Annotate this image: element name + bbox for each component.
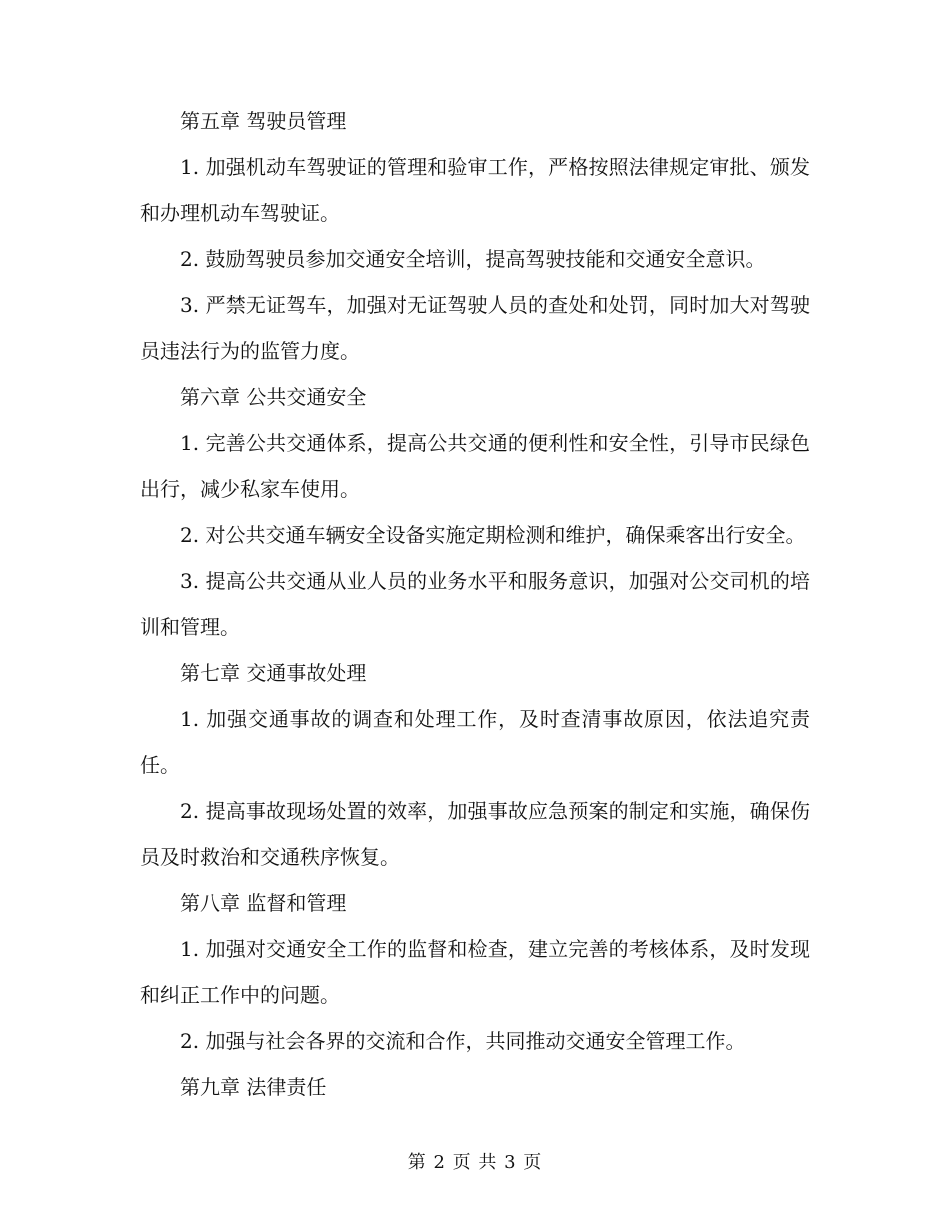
chapter-heading-5: 第五章 驾驶员管理 — [180, 109, 347, 133]
paragraph: 2. 对公共交通车辆安全设备实施定期检测和维护，确保乘客出行安全。 — [180, 523, 806, 547]
chapter-heading-6: 第六章 公共交通安全 — [180, 385, 367, 409]
paragraph: 1. 加强机动车驾驶证的管理和验审工作，严格按照法律规定审批、颁发和办理机动车驾驶证。 — [140, 155, 810, 225]
paragraph: 1. 完善公共交通体系，提高公共交通的便利性和安全性，引导市民绿色出行，减少私家车使用。 — [140, 431, 810, 501]
paragraph: 2. 加强与社会各界的交流和合作，共同推动交通安全管理工作。 — [180, 1029, 746, 1053]
paragraph: 1. 加强交通事故的调查和处理工作，及时查清事故原因，依法追究责任。 — [140, 707, 810, 777]
paragraph: 2. 鼓励驾驶员参加交通安全培训，提高驾驶技能和交通安全意识。 — [180, 247, 766, 271]
paragraph: 2. 提高事故现场处置的效率，加强事故应急预案的制定和实施，确保伤员及时救治和交通秩序恢复。 — [140, 799, 810, 869]
paragraph: 3. 严禁无证驾车，加强对无证驾驶人员的查处和处罚，同时加大对驾驶员违法行为的监管力度。 — [140, 293, 810, 363]
chapter-heading-7: 第七章 交通事故处理 — [180, 661, 367, 685]
page-number-footer: 第 2 页 共 3 页 — [407, 1152, 543, 1173]
paragraph: 3. 提高公共交通从业人员的业务水平和服务意识，加强对公交司机的培训和管理。 — [140, 569, 810, 639]
chapter-heading-9: 第九章 法律责任 — [180, 1075, 327, 1099]
chapter-heading-8: 第八章 监督和管理 — [180, 891, 347, 915]
paragraph: 1. 加强对交通安全工作的监督和检查，建立完善的考核体系，及时发现和纠正工作中的问题。 — [140, 937, 810, 1007]
document-body — [140, 98, 810, 1110]
